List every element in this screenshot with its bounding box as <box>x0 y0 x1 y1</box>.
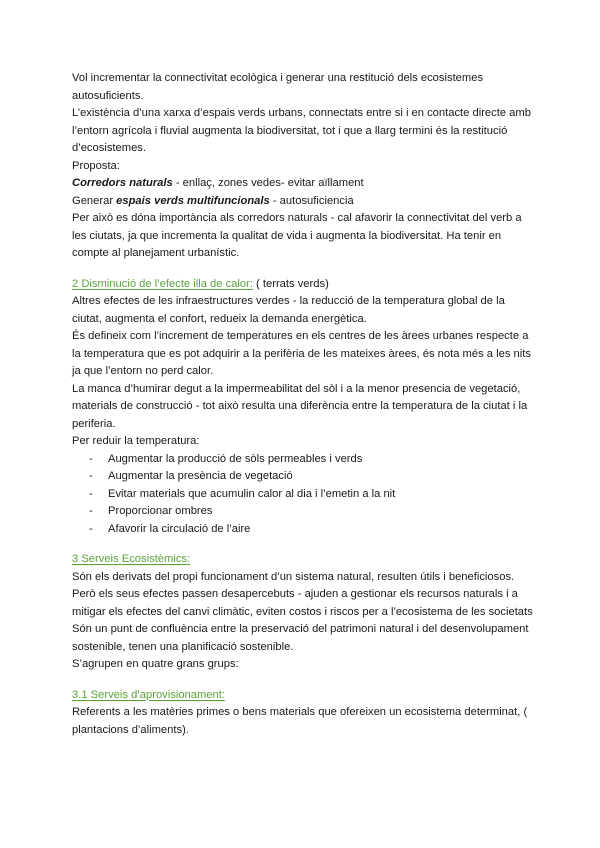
list-item: - Proporcionar ombres <box>72 503 534 521</box>
proposal-term-1: Corredors naturals <box>72 177 173 189</box>
proposal-item-2 <box>72 193 534 211</box>
section-2-heading-line <box>72 276 534 294</box>
section-3-paragraph-4: S’agrupen en quatre grans grups: <box>72 658 239 670</box>
proposal-prefix-2: Generar <box>72 194 117 207</box>
document-page <box>72 70 534 739</box>
section-3-paragraph-1: Són els derivats del propi funcionament d’un sistema natural, resulten útils i beneficiosos. <box>72 570 515 583</box>
section-3-heading: 3 Serveis Ecosistèmics: <box>72 553 191 565</box>
intro-paragraph-2: L’existència d’una xarxa d’espais verds urbans, connectats entre si i en contacte directe amb l’entorn agrícola i fluvial augmenta la biodiversitat, tot i que a llarg termini és la restitució d’ecosistemes. <box>72 107 531 154</box>
section-2-paragraph-3: La manca d’humirar degut a la impermeabilitat del sòl i a la menor presencia de vegetació, materials de construcció - tot això resulta una diferència entre la temperatura de la ciutat i la periferia. <box>72 382 528 430</box>
list-item: - Augmentar la producció de sòls permeables i verds <box>72 451 534 469</box>
proposal-term-2: espais verds multifuncionals <box>116 194 270 207</box>
section-2-heading: 2 Disminució de l’efecte illa de calor: <box>72 277 253 290</box>
proposal-label: Proposta: <box>72 159 120 172</box>
list-item: - Augmentar la presència de vegetació <box>72 468 534 486</box>
section-2-heading-note: ( terrats verds) <box>252 277 329 290</box>
proposal-item-1 <box>72 175 534 193</box>
list-item: - Evitar materials que acumulin calor al dia i l’emetin a la nit <box>72 486 534 504</box>
section-2-paragraph-4: Per reduir la temperatura: <box>72 435 200 447</box>
section-3-1-heading: 3.1 Serveis d’aprovisionament: <box>72 688 225 701</box>
temperature-measures-list <box>72 451 534 539</box>
section-3-1-paragraph-1: Referents a les matèries primes o bens materials que ofereixen un ecosistema determinat, ( plantacions d’aliments). <box>72 706 528 736</box>
intro-paragraph-1: Vol incrementar la connectivitat ecològica i generar una restitució dels ecosistemes autosuficients. <box>72 72 484 102</box>
list-item: - Afavorir la circulació de l’aire <box>72 521 534 539</box>
intro-paragraph-3: Per això es dóna importància als corredors naturals - cal afavorir la connectivitat del verb a les ciutats, ja que incrementa la qualitat de vida i augmenta la biodiversitat. Ha tenir en compte al planejament urbanístic. <box>72 212 522 259</box>
proposal-desc-1: - enllaç, zones vedes- evitar aïllament <box>172 177 364 189</box>
section-3-paragraph-3: Són un punt de confluència entre la preservació del patrimoni natural i del desenvolupament sostenible, tenen una planificació sostenible. <box>72 623 529 653</box>
section-2-paragraph-1: Altres efectes de les infraestructures verdes - la reducció de la temperatura global de la ciutat, augmenta el confort, redueix la demanda energètica. <box>72 295 505 325</box>
section-3-heading-line <box>72 551 534 569</box>
section-2-paragraph-2: És defineix com l’increment de temperatures en els centres de les àrees urbanes respecte a la temperatura que es pot adquirir a la perifèria de les mateixes àrees, és nota més a les nits ja que l’entorn no perd calor. <box>72 330 531 377</box>
section-3-1-heading-line <box>72 687 534 705</box>
proposal-desc-2: - autosuficiencia <box>269 194 354 207</box>
section-3-paragraph-2: Però els seus efectes passen desapercebuts - ajuden a gestionar els recursos naturals i a mitigar els efectes del canvi climàtic, eviten costos i riscos per a l’ecosistema de les societats <box>72 588 533 618</box>
